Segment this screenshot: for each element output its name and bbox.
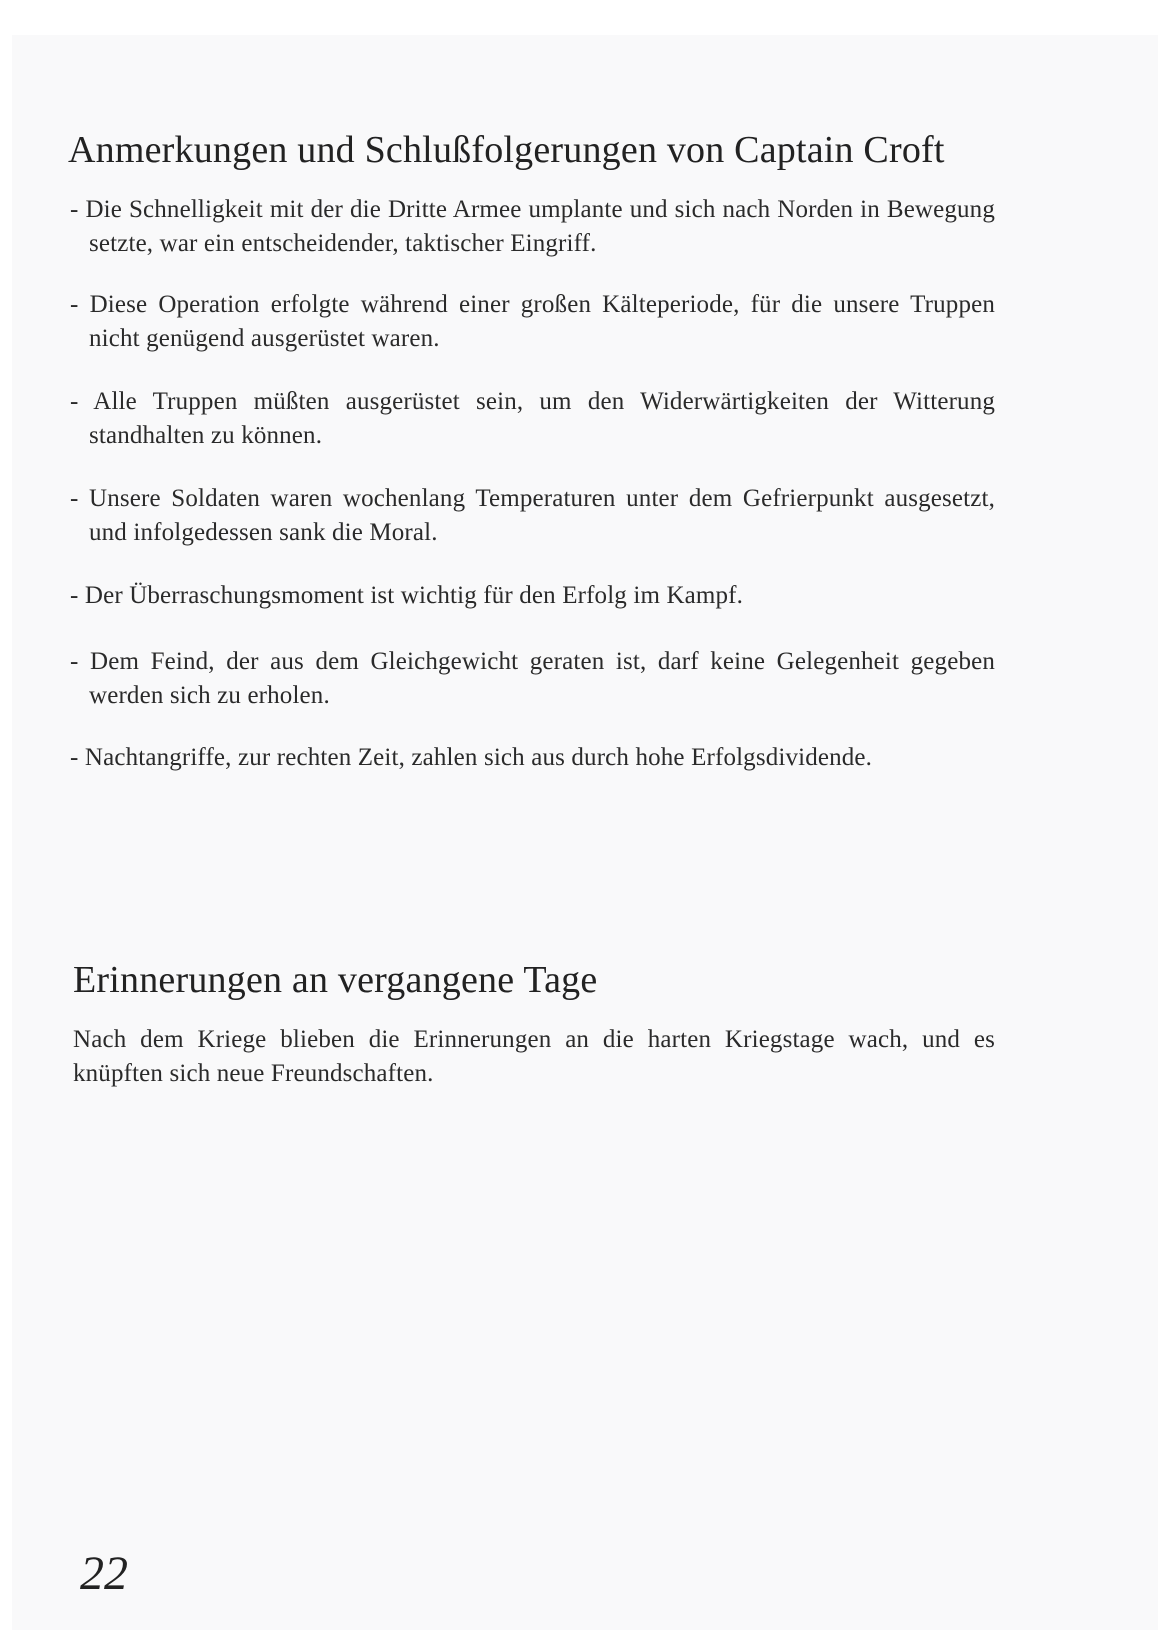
list-item: - Alle Truppen müßten ausgerüstet sein, um den Widerwärtigkeiten der Witterung standhalten zu können. xyxy=(70,388,995,449)
list-item: - Unsere Soldaten waren wochenlang Temperaturen unter dem Gefrierpunkt ausgesetzt, und infolgedessen sank die Moral. xyxy=(70,485,995,546)
list-item: - Der Überraschungsmoment ist wichtig für den Erfolg im Kampf. xyxy=(70,582,744,609)
section-heading-conclusions: Anmerkungen und Schlußfolgerungen von Captain Croft xyxy=(68,129,945,171)
list-item: - Diese Operation erfolgte während einer großen Kälteperiode, für die unsere Truppen nicht genügend ausgerüstet waren. xyxy=(70,291,995,352)
list-item: - Nachtangriffe, zur rechten Zeit, zahlen sich aus durch hohe Erfolgsdividende. xyxy=(70,744,873,771)
list-item: - Dem Feind, der aus dem Gleichgewicht geraten ist, darf keine Gelegenheit gegeben werden sich zu erholen. xyxy=(70,648,995,709)
list-item: - Die Schnelligkeit mit der die Dritte Armee umplante und sich nach Norden in Bewegung setzte, war ein entscheidender, taktischer Eingriff. xyxy=(70,196,995,257)
page-number: 22 xyxy=(80,1547,128,1600)
memories-paragraph: Nach dem Kriege blieben die Erinnerungen an die harten Kriegstage wach, und es knüpften sich neue Freundschaften. xyxy=(73,1026,995,1087)
section-heading-memories: Erinnerungen an vergangene Tage xyxy=(73,959,598,1001)
page-sheet xyxy=(12,35,1158,1630)
